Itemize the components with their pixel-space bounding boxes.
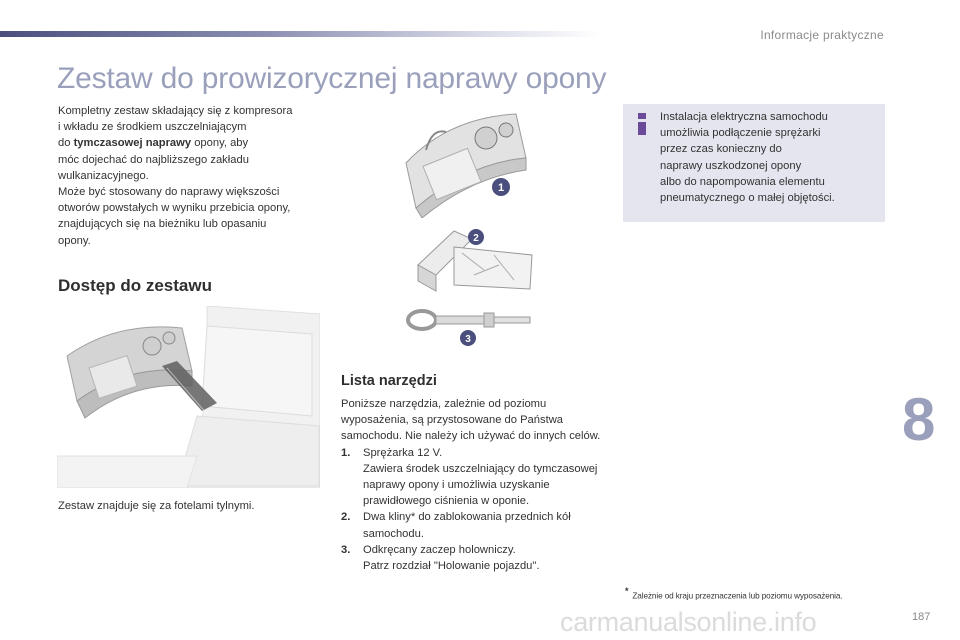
- access-caption: Zestaw znajduje się za fotelami tylnymi.: [58, 500, 255, 512]
- list-item-number: 1.: [341, 446, 351, 459]
- list-item-text: Zawiera środek uszczelniający do tymczasowej naprawy opony i umożliwia uzyskanie prawidłowego ciśnienia w oponie.: [363, 462, 598, 508]
- intro-line: wulkanizacyjnego.: [58, 169, 149, 182]
- footnote-text: Zależnie od kraju przeznaczenia lub poziomu wyposażenia.: [632, 591, 843, 601]
- list-item-text: Dwa kliny* do zablokowania przednich kół samochodu.: [363, 511, 571, 540]
- list-item-text: Odkręcany zaczep holowniczy.: [363, 543, 516, 556]
- list-item-number: 3.: [341, 543, 351, 556]
- list-item: [341, 509, 613, 541]
- intro-line: otworów powstałych w wyniku przebicia opony,: [58, 202, 291, 215]
- intro-line: móc dojechać do najbliższego zakładu: [58, 153, 249, 166]
- list-item: [341, 445, 613, 510]
- intro-line: Kompletny zestaw składający się z kompresora: [58, 105, 293, 117]
- footnote: [625, 587, 843, 601]
- page-number: 187: [912, 611, 931, 623]
- figure-label-3: 3: [465, 334, 471, 345]
- chapter-number: 8: [902, 386, 936, 453]
- compressor-illustration: [398, 108, 558, 218]
- watermark: carmanualsonline.info: [560, 607, 817, 637]
- trunk-kit-photo: [57, 306, 320, 488]
- tools-heading: Lista narzędzi: [341, 373, 437, 389]
- figure-label-2: 2: [473, 233, 479, 244]
- tools-intro: Poniższe narzędzia, zależnie od poziomu wyposażenia, są przystosowane do Państwa samochodu. Nie należy ich używać do innych celów.: [341, 398, 601, 443]
- section-header: Informacje praktyczne: [760, 28, 884, 42]
- list-item: [341, 542, 613, 574]
- list-item-number: 2.: [341, 511, 351, 524]
- access-heading: Dostęp do zestawu: [58, 276, 212, 295]
- intro-line: do tymczasowej naprawy opony, aby: [58, 137, 249, 150]
- info-line: albo do napompowania elementu: [660, 175, 825, 188]
- info-text: [660, 109, 875, 206]
- intro-text: [58, 103, 328, 249]
- info-line: umożliwia podłączenie sprężarki: [660, 127, 821, 140]
- intro-line: opony.: [58, 234, 91, 247]
- info-line: pneumatycznego o małej objętości.: [660, 192, 835, 205]
- list-item-text: Patrz rozdział "Holowanie pojazdu".: [363, 560, 540, 573]
- intro-line: i wkładu ze środkiem uszczelniającym: [58, 121, 247, 134]
- figure-label-1: 1: [497, 182, 505, 194]
- footnote-marker: *: [625, 586, 629, 596]
- intro-line: znajdujących się na bieżniku lub opasaniu: [58, 218, 267, 231]
- info-line: Instalacja elektryczna samochodu: [660, 111, 828, 123]
- towing-eye-illustration: [404, 302, 538, 348]
- page-title: Zestaw do prowizorycznej naprawy opony: [57, 62, 607, 95]
- info-line: naprawy uszkodzonej opony: [660, 159, 802, 172]
- intro-line: Może być stosowany do naprawy większości: [58, 186, 280, 199]
- tools-list: [341, 396, 613, 574]
- header-bar: [0, 31, 600, 37]
- list-item-text: Sprężarka 12 V.: [363, 446, 443, 459]
- wheel-chocks-illustration: [414, 225, 536, 297]
- intro-emphasis: tymczasowej naprawy: [73, 137, 192, 150]
- info-icon: [637, 113, 647, 135]
- info-line: przez czas konieczny do: [660, 143, 782, 156]
